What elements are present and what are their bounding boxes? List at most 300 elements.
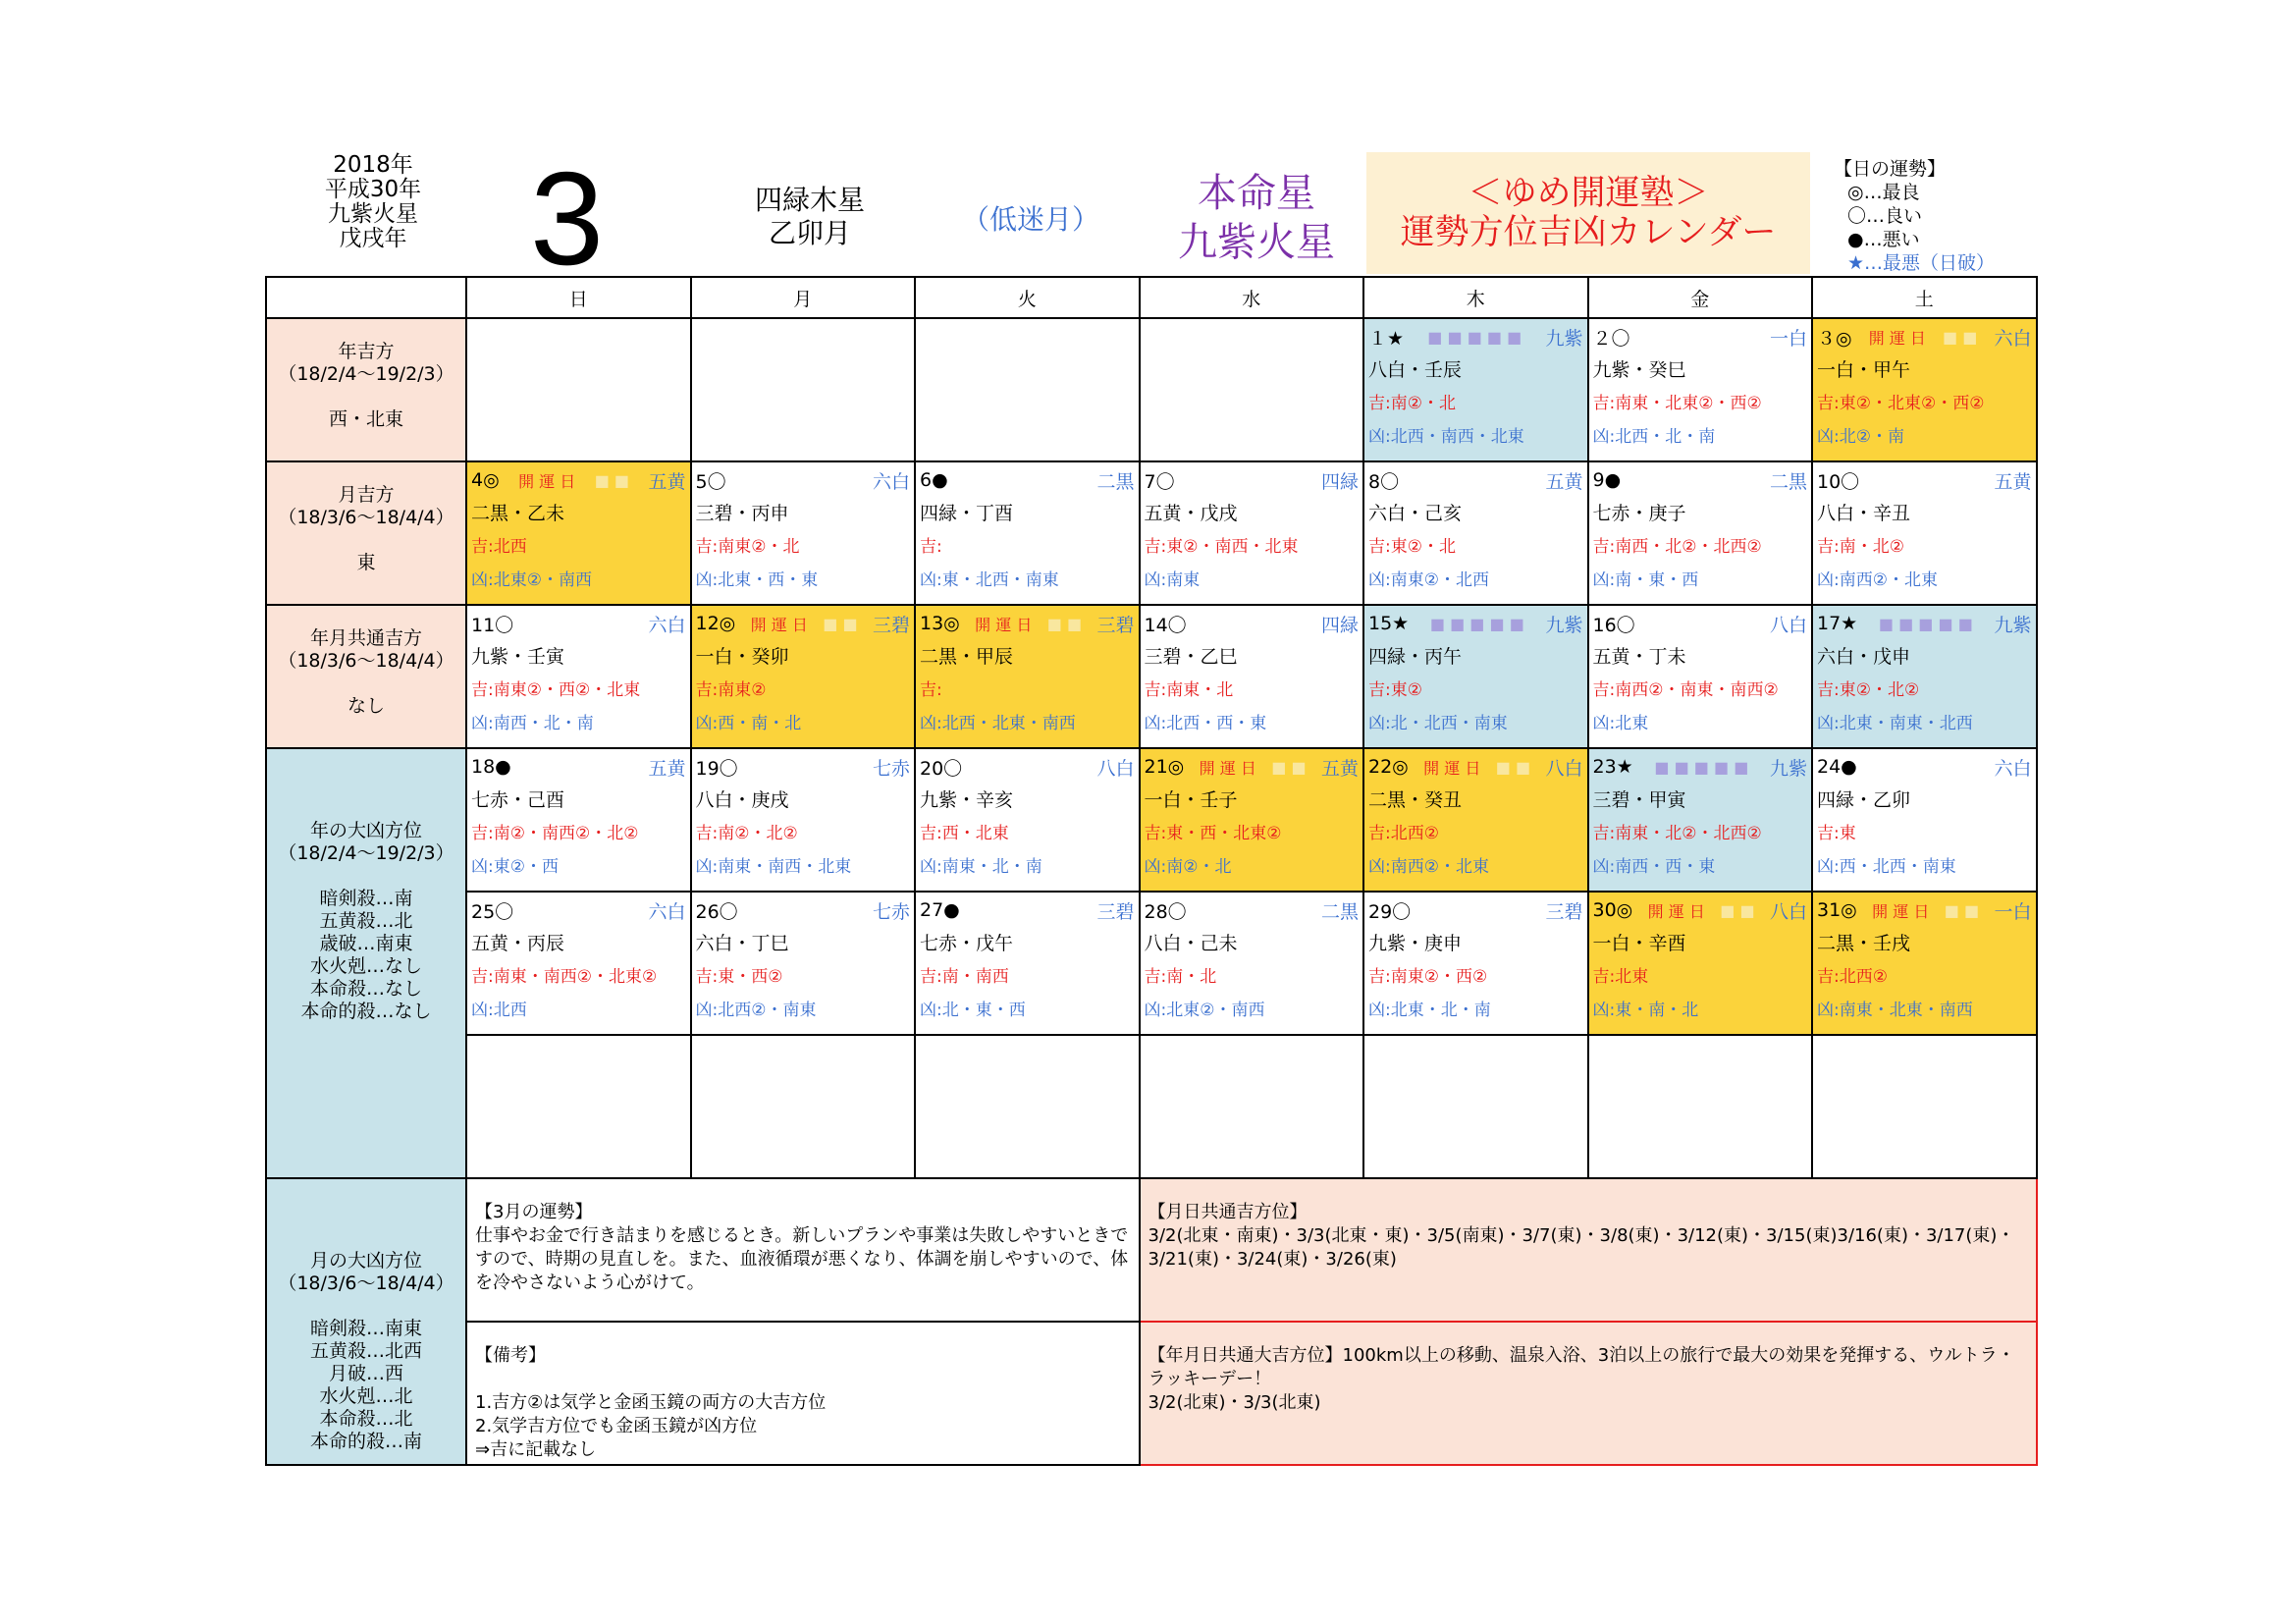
day-bad-direction: 凶:南東 — [1144, 570, 1201, 590]
day-kanshi: 四緑・丁酉 — [920, 503, 1014, 524]
month-note: （低迷月） — [962, 203, 1100, 236]
side-line: 暗剣殺…南東 — [309, 1318, 422, 1339]
day-cell — [1140, 605, 1364, 748]
year-bad-direction — [266, 748, 466, 1178]
common-good-box — [1140, 1178, 2037, 1322]
side-line: 本命殺…北 — [319, 1408, 413, 1430]
day-cell — [1140, 461, 1364, 605]
year-line: 平成30年 — [324, 177, 422, 202]
day-cell — [1363, 605, 1588, 748]
day-cell — [1812, 318, 2037, 461]
legend-item-worst: ★…最悪（日破） — [1847, 252, 1996, 274]
day-star: 八白 — [1545, 757, 1583, 780]
weekday-header: 月 — [691, 277, 916, 318]
day-number: 24● — [1817, 756, 1857, 778]
day-bad-direction: 凶:東・南・北 — [1592, 1001, 1699, 1020]
day-star: 五黄 — [648, 470, 686, 493]
year-good-direction — [266, 318, 466, 461]
kaiun-label: 開 運 日 — [750, 615, 808, 634]
day-cell — [691, 748, 916, 892]
weekday-header: 金 — [1588, 277, 1813, 318]
day-number: 10〇 — [1817, 470, 1860, 493]
day-kanshi: 一白・辛酉 — [1592, 933, 1686, 954]
day-bad-direction: 凶:北西・西・東 — [1144, 714, 1267, 733]
side-line: なし — [347, 695, 385, 717]
day-kanshi: 二黒・乙未 — [471, 503, 565, 524]
marker-squares: ■ ■ — [1944, 900, 1980, 920]
kaiun-label: 開 運 日 — [1868, 328, 1926, 348]
day-cell — [691, 461, 916, 605]
day-number: 7〇 — [1144, 470, 1175, 493]
corner-cell — [266, 277, 466, 318]
side-line: （18/3/6～18/4/4） — [278, 650, 454, 672]
remarks-line: 2.気学吉方位でも金函玉鏡が凶方位 — [475, 1416, 758, 1436]
day-good-direction: 吉:北西 — [471, 537, 527, 557]
side-line: 暗剣殺…南 — [319, 888, 413, 909]
year-line: 戊戌年 — [339, 226, 407, 251]
side-line: 年吉方 — [338, 341, 395, 362]
week-row — [266, 748, 2037, 892]
side-line: 月の大凶方位 — [309, 1250, 422, 1272]
day-star: 八白 — [1096, 757, 1135, 780]
day-number: 25〇 — [471, 900, 514, 923]
day-good-direction: 吉:東②・北東②・西② — [1817, 394, 1985, 413]
legend-item: 〇…良い — [1847, 205, 1923, 227]
day-kanshi: 二黒・壬戌 — [1817, 933, 1911, 954]
day-good-direction: 吉:東②・北② — [1817, 680, 1920, 700]
day-bad-direction: 凶:北東・南東・北西 — [1817, 714, 1973, 733]
day-number: 28〇 — [1144, 900, 1187, 923]
day-good-direction: 吉:南東・北②・北西② — [1592, 824, 1762, 843]
side-line: 本命的殺…南 — [309, 1431, 422, 1452]
side-line: （18/2/4～19/2/3） — [278, 363, 454, 385]
kaiun-label: 開 運 日 — [518, 471, 576, 491]
day-number: 31◎ — [1817, 899, 1857, 921]
day-bad-direction: 凶:南②・北 — [1144, 857, 1232, 877]
empty-day — [691, 318, 916, 461]
day-bad-direction: 凶:北西・北東・南西 — [920, 714, 1076, 733]
day-star: 五黄 — [1994, 470, 2032, 493]
day-star: 三碧 — [1545, 900, 1583, 923]
side-line: 水火剋…なし — [309, 955, 422, 977]
kaiun-label: 開 運 日 — [1872, 901, 1930, 921]
day-kanshi: 五黄・丁未 — [1592, 646, 1686, 668]
day-bad-direction: 凶:南・東・西 — [1592, 570, 1699, 590]
calendar-grid — [265, 276, 2038, 1466]
day-good-direction: 吉:南・北② — [1817, 537, 1904, 557]
day-number: 26〇 — [695, 900, 738, 923]
month-star-line: 乙卯月 — [768, 217, 851, 249]
common-good-direction — [266, 605, 466, 748]
day-star: 七赤 — [872, 900, 910, 923]
day-number: 29〇 — [1368, 900, 1412, 923]
day-star: 九紫 — [1545, 327, 1583, 350]
day-bad-direction: 凶:南東②・北西 — [1368, 570, 1489, 590]
common-title: 【月日共通吉方位】 — [1148, 1202, 1308, 1222]
day-cell — [1812, 605, 2037, 748]
marker-squares: ■ ■ ■ ■ ■ — [1878, 614, 1973, 633]
day-number: ２〇 — [1592, 327, 1630, 350]
month-star-line: 四緑木星 — [754, 184, 865, 216]
day-good-direction: 吉:東② — [1368, 680, 1422, 700]
day-star: 三碧 — [1096, 900, 1135, 923]
day-kanshi: 八白・壬辰 — [1368, 359, 1463, 381]
day-cell — [1363, 318, 1588, 461]
day-star: 四緑 — [1320, 614, 1359, 636]
day-star: 五黄 — [1545, 470, 1583, 493]
day-cell — [1363, 461, 1588, 605]
marker-squares: ■ ■ — [1271, 757, 1307, 777]
marker-squares: ■ ■ — [594, 470, 630, 490]
side-line: （18/2/4～19/2/3） — [278, 842, 454, 864]
day-cell — [915, 605, 1140, 748]
day-bad-direction: 凶:北東②・南西 — [471, 570, 592, 590]
day-cell — [1588, 318, 1813, 461]
legend — [1834, 157, 1995, 275]
day-number: 8〇 — [1368, 470, 1400, 493]
day-bad-direction: 凶:北東・西・東 — [695, 570, 819, 590]
day-good-direction: 吉:東・西② — [695, 967, 783, 987]
side-line: 本命的殺…なし — [300, 1001, 432, 1022]
day-number: 23★ — [1592, 756, 1633, 778]
marker-squares: ■ ■ — [1495, 757, 1531, 777]
kaiun-label: 開 運 日 — [1423, 758, 1481, 778]
kaiun-label: 開 運 日 — [1647, 901, 1705, 921]
day-kanshi: 九紫・辛亥 — [920, 789, 1014, 811]
month-fortune-box — [466, 1178, 1140, 1322]
day-bad-direction: 凶:南西・北・南 — [471, 714, 594, 733]
kaiun-label: 開 運 日 — [975, 615, 1033, 634]
fortune-text: 仕事やお金で行き詰まりを感じるとき。新しいプランや事業は失敗しやすいときですので、時期の見直しを。また、血液循環が悪くなり、体調を崩しやすいので、体を冷やさないよう心がけて。 — [475, 1225, 1129, 1293]
day-bad-direction: 凶:北西②・南東 — [695, 1001, 817, 1020]
day-star: 五黄 — [648, 757, 686, 780]
day-good-direction: 吉:南②・北② — [695, 824, 798, 843]
day-cell — [1812, 892, 2037, 1035]
empty-day — [915, 318, 1140, 461]
day-bad-direction: 凶:南西②・北東 — [1368, 857, 1489, 877]
day-good-direction: 吉:東 — [1817, 824, 1856, 843]
day-star: 二黒 — [1096, 470, 1135, 493]
marker-squares: ■ ■ — [1720, 900, 1755, 920]
day-star: 四緑 — [1320, 470, 1359, 493]
day-cell — [1363, 892, 1588, 1035]
day-number: 16〇 — [1592, 614, 1635, 636]
day-good-direction: 吉:西・北東 — [920, 824, 1009, 843]
day-kanshi: 七赤・庚子 — [1592, 503, 1686, 524]
day-good-direction: 吉: — [920, 537, 942, 557]
day-number: 13◎ — [920, 613, 960, 634]
day-bad-direction: 凶:南西②・北東 — [1817, 570, 1938, 590]
day-star: 二黒 — [1320, 900, 1359, 923]
legend-item: ●…悪い — [1847, 229, 1920, 250]
day-bad-direction: 凶:北・北西・南東 — [1368, 714, 1508, 733]
month-bad-direction — [266, 1178, 466, 1465]
day-number: 27● — [920, 899, 960, 921]
day-good-direction: 吉:東②・北 — [1368, 537, 1456, 557]
empty-day — [1363, 1035, 1588, 1178]
great-good-box — [1140, 1322, 2037, 1465]
day-cell — [466, 748, 691, 892]
marker-squares: ■ ■ ■ ■ ■ — [1427, 327, 1522, 347]
day-kanshi: 六白・戊申 — [1817, 646, 1911, 668]
day-number: 14〇 — [1144, 614, 1187, 636]
legend-title: 【日の運勢】 — [1834, 158, 1947, 180]
great-title: 【年月日共通大吉方位】100km以上の移動、温泉入浴、3泊以上の旅行で最大の効果を発揮する、ウルトラ・ラッキーデー！ — [1148, 1345, 2015, 1389]
side-line: 東 — [356, 552, 376, 573]
marker-squares: ■ ■ ■ ■ ■ — [1429, 614, 1524, 633]
day-kanshi: 五黄・丙辰 — [471, 933, 565, 954]
day-good-direction: 吉:東・西・北東② — [1144, 824, 1282, 843]
day-number: 17★ — [1817, 613, 1858, 634]
day-kanshi: 九紫・庚申 — [1368, 933, 1463, 954]
day-bad-direction: 凶:西・北西・南東 — [1817, 857, 1956, 877]
title-box — [1366, 152, 1810, 274]
day-cell — [466, 605, 691, 748]
day-kanshi: 八白・己未 — [1144, 933, 1238, 954]
side-line — [267, 1295, 465, 1318]
day-star: 六白 — [1994, 757, 2032, 780]
day-cell — [466, 461, 691, 605]
day-number: 12◎ — [695, 613, 736, 634]
notes-row — [266, 1178, 2037, 1322]
day-cell — [466, 892, 691, 1035]
day-good-direction: 吉:南東②・北 — [695, 537, 800, 557]
side-line — [267, 673, 465, 695]
day-star: 九紫 — [1769, 757, 1807, 780]
day-kanshi: 二黒・癸丑 — [1368, 789, 1463, 811]
day-kanshi: 九紫・癸巳 — [1592, 359, 1686, 381]
day-star: 六白 — [1994, 327, 2032, 350]
weekday-header: 日 — [466, 277, 691, 318]
week-row — [266, 461, 2037, 605]
marker-squares: ■ ■ — [823, 614, 858, 633]
day-number: ３◎ — [1817, 327, 1852, 350]
side-line — [267, 529, 465, 552]
day-kanshi: 五黄・戊戌 — [1144, 503, 1238, 524]
day-number: 21◎ — [1144, 756, 1185, 778]
day-kanshi: 三碧・丙申 — [695, 503, 789, 524]
marker-squares: ■ ■ ■ ■ ■ — [1654, 757, 1749, 777]
empty-day — [1588, 1035, 1813, 1178]
day-cell — [915, 461, 1140, 605]
day-bad-direction: 凶:北東・北・南 — [1368, 1001, 1491, 1020]
weekday-header: 火 — [915, 277, 1140, 318]
day-cell — [1812, 461, 2037, 605]
marker-squares: ■ ■ — [1943, 327, 1978, 347]
side-line: 五黄殺…北西 — [309, 1340, 422, 1362]
empty-day — [466, 318, 691, 461]
empty-day — [466, 1035, 691, 1178]
day-good-direction: 吉:南西・北②・北西② — [1592, 537, 1762, 557]
legend-item: ◎…最良 — [1847, 182, 1920, 203]
day-star: 一白 — [1994, 900, 2032, 923]
weekday-header: 水 — [1140, 277, 1364, 318]
common-text: 3/2(北東・南東)・3/3(北東・東)・3/5(南東)・3/7(東)・3/8(東)・3/12(東)・3/15(東)3/16(東)・3/17(東)・3/21(東)・3/24(東)・3/26(東) — [1148, 1225, 2015, 1270]
day-good-direction: 吉:北西② — [1817, 967, 1888, 987]
day-number: 19〇 — [695, 757, 738, 780]
side-line: （18/3/6～18/4/4） — [278, 507, 454, 528]
weekday-header: 土 — [1812, 277, 2037, 318]
day-bad-direction: 凶:南西・西・東 — [1592, 857, 1716, 877]
day-kanshi: 八白・庚戌 — [695, 789, 789, 811]
side-line: 月破…西 — [328, 1363, 403, 1384]
year-line: 九紫火星 — [328, 201, 418, 227]
day-kanshi: 七赤・戊午 — [920, 933, 1014, 954]
day-star: 一白 — [1769, 327, 1807, 350]
day-good-direction: 吉:南②・南西②・北② — [471, 824, 639, 843]
day-bad-direction: 凶:東・北西・南東 — [920, 570, 1059, 590]
honmei-star — [1158, 169, 1355, 267]
day-number: 15★ — [1368, 613, 1410, 634]
empty-day — [1812, 1035, 2037, 1178]
side-line: 月吉方 — [338, 484, 395, 506]
day-bad-direction: 凶:北・東・西 — [920, 1001, 1026, 1020]
day-bad-direction: 凶:南東・北東・南西 — [1817, 1001, 1973, 1020]
day-number: 20〇 — [920, 757, 963, 780]
day-good-direction: 吉:南東②・西② — [1368, 967, 1488, 987]
day-kanshi: 九紫・壬寅 — [471, 646, 565, 668]
day-star: 八白 — [1769, 900, 1807, 923]
remarks-box — [466, 1322, 1140, 1465]
day-bad-direction: 凶:北②・南 — [1817, 427, 1904, 447]
day-kanshi: 一白・甲午 — [1817, 359, 1911, 381]
side-line: 本命殺…なし — [309, 978, 422, 1000]
year-line: 2018年 — [333, 152, 413, 178]
day-good-direction: 吉:北西② — [1368, 824, 1439, 843]
day-bad-direction: 凶:北西・南西・北東 — [1368, 427, 1524, 447]
day-good-direction: 吉:南東・北東②・西② — [1592, 394, 1762, 413]
day-kanshi: 六白・己亥 — [1368, 503, 1463, 524]
day-good-direction: 吉:北東 — [1592, 967, 1649, 987]
day-number: 22◎ — [1368, 756, 1409, 778]
day-kanshi: 一白・癸卯 — [695, 646, 789, 668]
day-good-direction: 吉:南東・南西②・北東② — [471, 967, 658, 987]
day-star: 三碧 — [872, 614, 910, 636]
day-good-direction: 吉: — [920, 680, 942, 700]
day-star: 九紫 — [1545, 614, 1583, 636]
day-number: 30◎ — [1592, 899, 1633, 921]
day-cell — [1588, 461, 1813, 605]
day-cell — [1140, 748, 1364, 892]
side-line: 歳破…南東 — [319, 933, 413, 954]
day-kanshi: 六白・丁巳 — [695, 933, 789, 954]
day-good-direction: 吉:南②・北 — [1368, 394, 1456, 413]
day-kanshi: 四緑・丙午 — [1368, 646, 1463, 668]
day-kanshi: 七赤・己酉 — [471, 789, 565, 811]
week-row — [266, 1035, 2037, 1178]
day-good-direction: 吉:南西②・南東・南西② — [1592, 680, 1779, 700]
day-good-direction: 吉:南東・北 — [1144, 680, 1234, 700]
marker-squares: ■ ■ — [1046, 614, 1083, 633]
side-line: 年の大凶方位 — [309, 820, 422, 841]
day-cell — [1812, 748, 2037, 892]
day-number: 18● — [471, 756, 511, 778]
year-info — [294, 153, 452, 251]
day-cell — [1588, 892, 1813, 1035]
great-dates: 3/2(北東)・3/3(北東) — [1148, 1392, 1321, 1413]
day-bad-direction: 凶:北東 — [1592, 714, 1649, 733]
side-line: 西・北東 — [328, 408, 403, 430]
side-line — [267, 865, 465, 888]
honmei-line: 九紫火星 — [1178, 220, 1335, 265]
title-line: 運勢方位吉凶カレンダー — [1400, 213, 1777, 252]
month-good-direction — [266, 461, 466, 605]
day-number: 4◎ — [471, 469, 500, 491]
side-line: （18/3/6～18/4/4） — [278, 1272, 454, 1294]
honmei-line: 本命星 — [1198, 171, 1315, 216]
day-bad-direction: 凶:西・南・北 — [695, 714, 802, 733]
day-good-direction: 吉:南・南西 — [920, 967, 1009, 987]
day-star: 五黄 — [1320, 757, 1359, 780]
day-number: 9● — [1592, 469, 1622, 491]
notes-row — [266, 1322, 2037, 1465]
month-number: 3 — [530, 144, 605, 293]
side-line: 水火剋…北 — [319, 1385, 413, 1407]
day-number: 11〇 — [471, 614, 514, 636]
day-number: 5〇 — [695, 470, 726, 493]
day-star: 二黒 — [1769, 470, 1807, 493]
day-cell — [1140, 892, 1364, 1035]
day-cell — [1363, 748, 1588, 892]
day-bad-direction: 凶:東②・西 — [471, 857, 559, 877]
kaiun-label: 開 運 日 — [1199, 758, 1256, 778]
weekday-header: 木 — [1363, 277, 1588, 318]
day-kanshi: 四緑・乙卯 — [1817, 789, 1911, 811]
day-star: 三碧 — [1096, 614, 1135, 636]
empty-day — [691, 1035, 916, 1178]
weekday-row — [266, 277, 2037, 318]
day-star: 六白 — [872, 470, 910, 493]
day-star: 九紫 — [1994, 614, 2032, 636]
day-kanshi: 二黒・甲辰 — [920, 646, 1014, 668]
side-line — [267, 386, 465, 408]
day-star: 七赤 — [872, 757, 910, 780]
empty-day — [1140, 318, 1364, 461]
day-star: 六白 — [648, 900, 686, 923]
day-number: １★ — [1368, 327, 1405, 350]
day-good-direction: 吉:南東② — [695, 680, 767, 700]
day-bad-direction: 凶:南東・南西・北東 — [695, 857, 852, 877]
day-bad-direction: 凶:北東②・南西 — [1144, 1001, 1265, 1020]
remarks-title: 【備考】 — [475, 1345, 546, 1366]
day-good-direction: 吉:東②・南西・北東 — [1144, 537, 1299, 557]
day-star: 八白 — [1769, 614, 1807, 636]
day-good-direction: 吉:南・北 — [1144, 967, 1217, 987]
title-line: ＜ゆめ開運塾＞ — [1468, 174, 1709, 213]
week-row — [266, 318, 2037, 461]
side-line: 年月共通吉方 — [309, 627, 422, 649]
remarks-line: 1.吉方②は気学と金函玉鏡の両方の大吉方位 — [475, 1392, 827, 1413]
week-row — [266, 605, 2037, 748]
empty-day — [915, 1035, 1140, 1178]
day-kanshi: 八白・辛丑 — [1817, 503, 1911, 524]
day-bad-direction: 凶:北西 — [471, 1001, 527, 1020]
day-cell — [691, 892, 916, 1035]
remarks-line: ⇒吉に記載なし — [475, 1439, 597, 1460]
day-cell — [1588, 748, 1813, 892]
side-line: 五黄殺…北 — [319, 910, 413, 932]
week-row — [266, 892, 2037, 1035]
day-kanshi: 三碧・甲寅 — [1592, 789, 1686, 811]
month-star — [712, 184, 908, 250]
day-bad-direction: 凶:北西・北・南 — [1592, 427, 1716, 447]
day-cell — [915, 748, 1140, 892]
day-kanshi: 一白・壬子 — [1144, 789, 1238, 811]
day-cell — [691, 605, 916, 748]
day-kanshi: 三碧・乙巳 — [1144, 646, 1238, 668]
day-cell — [1588, 605, 1813, 748]
day-good-direction: 吉:南東②・西②・北東 — [471, 680, 641, 700]
